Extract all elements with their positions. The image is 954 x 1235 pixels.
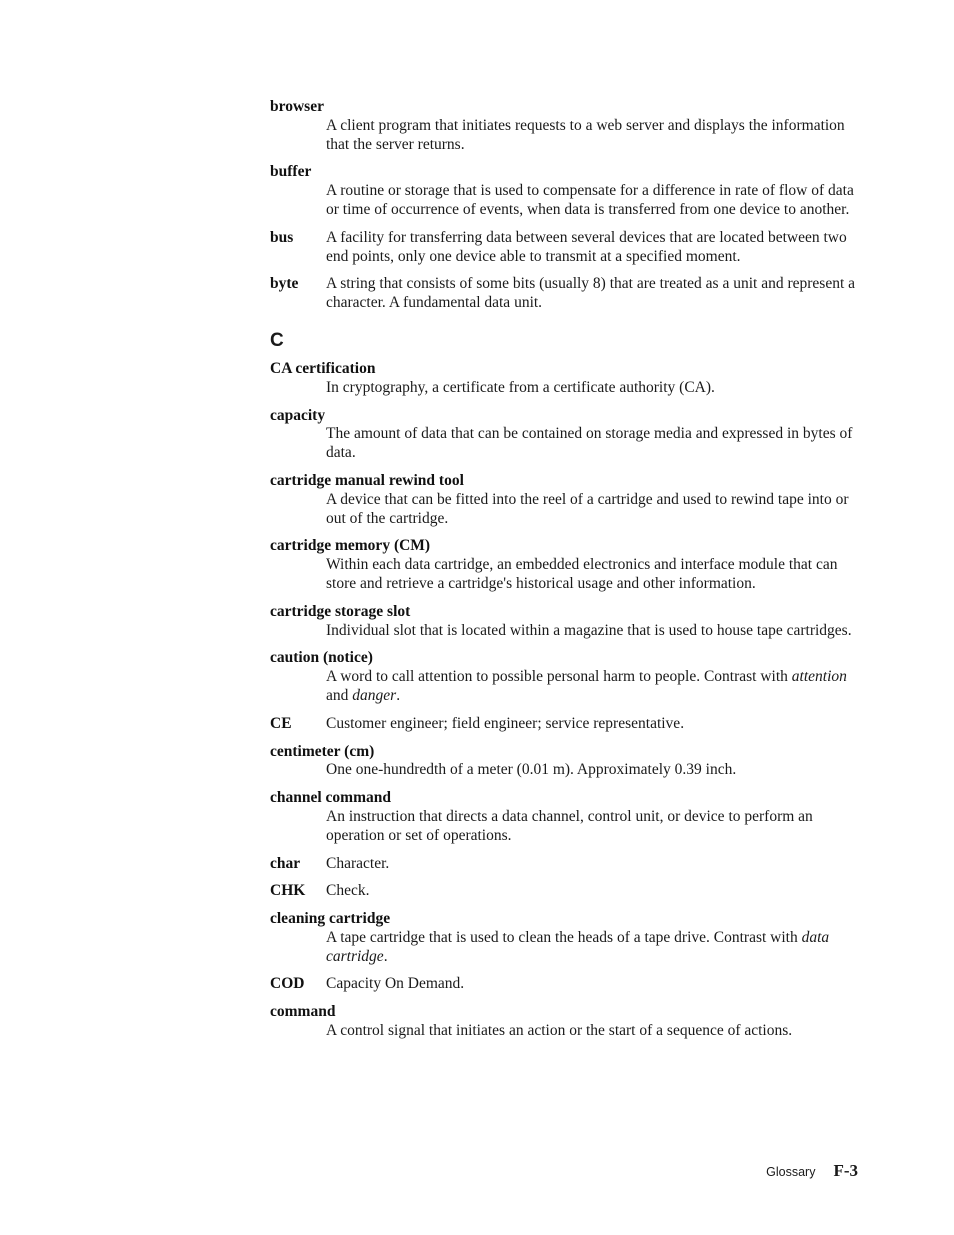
glossary-term: browser: [270, 98, 324, 115]
glossary-term: CA certification: [270, 359, 376, 377]
glossary-definition: One one-hundredth of a meter (0.01 m). Approximately 0.39 inch.: [326, 761, 737, 779]
glossary-term: CHK: [270, 882, 306, 900]
glossary-term: CE: [270, 714, 292, 732]
glossary-entry-byte: [270, 275, 862, 313]
glossary-column: [270, 98, 862, 1050]
glossary-entry-command: [270, 1003, 862, 1041]
cross-reference: attention: [791, 668, 847, 686]
glossary-entry-ce: [270, 715, 862, 734]
glossary-definition: A device that can be fitted into the reel of a cartridge and used to rewind tape into or out of the cartridge.: [326, 490, 849, 527]
glossary-definition: A client program that initiates requests to a web server and displays the information that the server returns.: [326, 116, 845, 153]
glossary-definition: Customer engineer; field engineer; service representative.: [326, 714, 685, 732]
glossary-entry-browser: [270, 98, 862, 154]
cross-reference: data cartridge: [326, 928, 830, 965]
glossary-entry-chk: [270, 882, 862, 901]
glossary-definition: A facility for transferring data between several devices that are located between two end points, only one device able to transmit at a specified moment.: [326, 228, 847, 265]
glossary-term: buffer: [270, 163, 312, 181]
glossary-term: caution (notice): [270, 649, 373, 667]
glossary-definition: Within each data cartridge, an embedded electronics and interface module that can store and retrieve a cartridge's historical usage and other information.: [326, 556, 838, 592]
glossary-definition: Individual slot that is located within a magazine that is used to house tape cartridges.: [326, 621, 852, 639]
definition-text: and: [326, 686, 353, 704]
glossary-entry-caution: [270, 649, 862, 705]
definition-text: .: [383, 947, 388, 965]
glossary-entry-cartridge-manual-rewind-tool: [270, 472, 862, 528]
glossary-term: char: [270, 854, 301, 872]
definition-text: .: [396, 686, 401, 704]
glossary-entry-capacity: [270, 407, 862, 463]
glossary-entry-bus: [270, 229, 862, 267]
glossary-term: COD: [270, 975, 305, 993]
glossary-term: capacity: [270, 406, 326, 424]
glossary-definition: In cryptography, a certificate from a certificate authority (CA).: [326, 378, 715, 396]
page-footer: [766, 1161, 858, 1181]
glossary-entry-cod: [270, 975, 862, 994]
glossary-entry-cleaning-cartridge: [270, 910, 862, 966]
glossary-entry-centimeter: [270, 743, 862, 781]
glossary-term: cartridge manual rewind tool: [270, 471, 464, 489]
glossary-term: cartridge memory (CM): [270, 537, 431, 555]
glossary-definition: A control signal that initiates an action or the start of a sequence of actions.: [326, 1022, 793, 1040]
glossary-entry-channel-command: [270, 789, 862, 845]
glossary-term: command: [270, 1003, 336, 1021]
glossary-entry-char: [270, 855, 862, 874]
glossary-term: cartridge storage slot: [270, 602, 411, 620]
glossary-term: channel command: [270, 789, 391, 807]
glossary-term: bus: [270, 228, 294, 246]
glossary-definition: An instruction that directs a data channel, control unit, or device to perform an operation or set of operations.: [326, 807, 813, 844]
definition-text: A tape cartridge that is used to clean the heads of a tape drive. Contrast with: [326, 928, 802, 946]
glossary-entry-ca-certification: [270, 360, 862, 398]
cross-reference: danger: [352, 686, 397, 704]
glossary-definition: The amount of data that can be contained on storage media and expressed in bytes of data.: [326, 425, 853, 462]
glossary-entry-cartridge-storage-slot: [270, 603, 862, 641]
glossary-definition: Capacity On Demand.: [326, 975, 465, 993]
glossary-definition: [270, 668, 862, 706]
glossary-definition: Check.: [326, 882, 370, 900]
glossary-definition: Character.: [326, 854, 390, 872]
glossary-definition: [270, 929, 862, 967]
page-number: F-3: [833, 1161, 858, 1180]
glossary-definition: A string that consists of some bits (usually 8) that are treated as a unit and represent a character. A fundamental data unit.: [326, 275, 856, 312]
glossary-term: cleaning cartridge: [270, 910, 391, 928]
glossary-entry-buffer: [270, 163, 862, 219]
glossary-term: centimeter (cm): [270, 742, 375, 760]
footer-section-label: Glossary: [766, 1165, 816, 1179]
glossary-definition: A routine or storage that is used to compensate for a difference in rate of flow of data or time of occurrence of events, when data is transferred from one device to another.: [326, 182, 854, 218]
section-heading-c: C: [270, 329, 284, 351]
definition-text: A word to call attention to possible personal harm to people. Contrast with: [326, 668, 792, 686]
glossary-entry-cartridge-memory: [270, 537, 862, 593]
glossary-term: byte: [270, 275, 299, 293]
